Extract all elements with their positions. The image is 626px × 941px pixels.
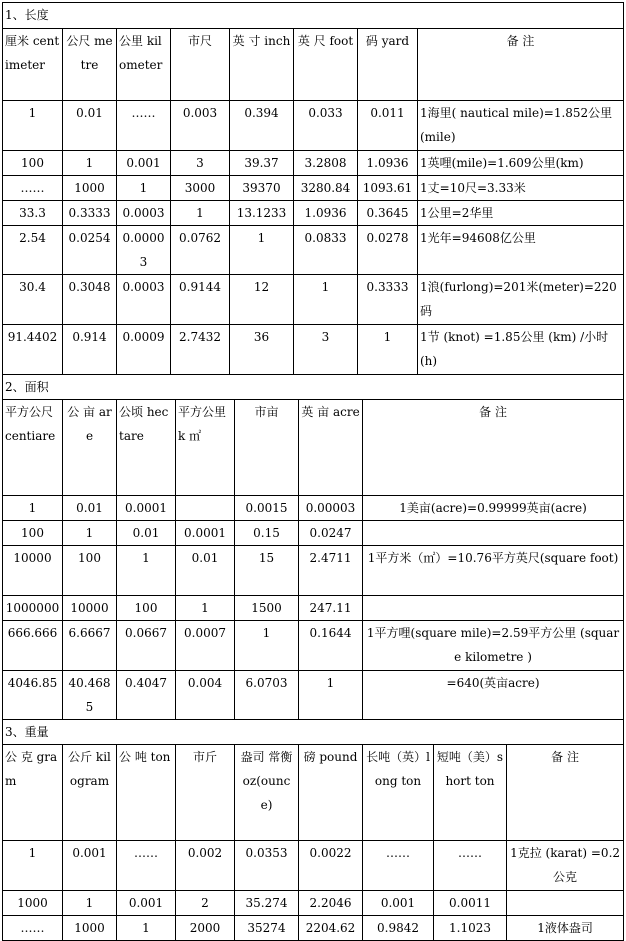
header-remarks: 备 注 <box>363 400 624 496</box>
cell: 0.002 <box>176 841 235 891</box>
remark-cell: 1英哩(mile)=1.609公里(km) <box>418 151 624 176</box>
cell: …… <box>3 916 63 941</box>
cell: 0.01 <box>63 496 117 521</box>
cell: 0.0003 <box>117 275 171 325</box>
cell: 1 <box>3 101 63 151</box>
weight-table <box>2 719 624 941</box>
header-hectare: 公顷 hectare <box>117 400 176 496</box>
cell: 15 <box>235 546 299 596</box>
table-row <box>3 841 624 891</box>
cell: 0.0009 <box>117 325 171 375</box>
cell: 0.0001 <box>117 496 176 521</box>
table-row <box>3 325 624 375</box>
cell: 0.4047 <box>117 671 176 720</box>
cell: 3.2808 <box>294 151 358 176</box>
cell: 100 <box>117 596 176 621</box>
header-long-ton: 长吨（英）long ton <box>363 745 434 841</box>
cell: 1000 <box>63 176 117 201</box>
cell: 0.15 <box>235 521 299 546</box>
cell: 0.3333 <box>63 201 117 226</box>
cell: 2.2046 <box>299 891 363 916</box>
header-foot: 英 尺 foot <box>294 29 358 101</box>
cell: …… <box>363 841 434 891</box>
cell: 13.1233 <box>230 201 294 226</box>
cell: 666.666 <box>3 621 63 671</box>
cell: 0.9842 <box>363 916 434 941</box>
header-kilometer: 公里 kilometer <box>117 29 171 101</box>
table-row <box>3 891 624 916</box>
remark-cell <box>363 521 624 546</box>
cell: 0.0001 <box>176 521 235 546</box>
cell: 0.00003 <box>299 496 363 521</box>
cell: 1.0936 <box>358 151 418 176</box>
section-title-area: 2、面积 <box>3 375 624 400</box>
cell: 1 <box>299 671 363 720</box>
remark-cell: 1丈=10尺=3.33米 <box>418 176 624 201</box>
cell: 12 <box>230 275 294 325</box>
header-shijin: 市斤 <box>176 745 235 841</box>
table-row <box>3 226 624 275</box>
cell: 35274 <box>235 916 299 941</box>
cell: 10000 <box>63 596 117 621</box>
table-row <box>3 496 624 521</box>
remark-cell: 1液体盎司 <box>507 916 624 941</box>
table-row <box>3 596 624 621</box>
conversion-document <box>2 2 623 941</box>
cell: 0.0007 <box>176 621 235 671</box>
cell: …… <box>434 841 507 891</box>
cell: 0.033 <box>294 101 358 151</box>
cell: …… <box>117 101 171 151</box>
cell: 0.1644 <box>299 621 363 671</box>
cell: 1 <box>3 841 63 891</box>
remark-cell: 1平方哩(square mile)=2.59平方公里 (square kilometre ) <box>363 621 624 671</box>
cell: 100 <box>3 521 63 546</box>
cell: 1.1023 <box>434 916 507 941</box>
cell: 1 <box>176 596 235 621</box>
remark-cell: 1平方米（㎡）=10.76平方英尺(square foot) <box>363 546 624 596</box>
cell: 91.4402 <box>3 325 63 375</box>
cell: 1 <box>117 916 176 941</box>
remark-cell <box>507 891 624 916</box>
cell: 1093.61 <box>358 176 418 201</box>
cell: 0.0022 <box>299 841 363 891</box>
cell: 40.4685 <box>63 671 117 720</box>
cell: 4046.85 <box>3 671 63 720</box>
cell: 1 <box>171 201 230 226</box>
cell: 0.9144 <box>171 275 230 325</box>
cell: 1000000 <box>3 596 63 621</box>
cell: 1 <box>63 151 117 176</box>
remark-cell: 1公里=2华里 <box>418 201 624 226</box>
cell: 0.3048 <box>63 275 117 325</box>
cell: 0.0667 <box>117 621 176 671</box>
cell: 1.0936 <box>294 201 358 226</box>
cell <box>176 496 235 521</box>
cell: 0.0015 <box>235 496 299 521</box>
cell: 2000 <box>176 916 235 941</box>
cell: 100 <box>3 151 63 176</box>
header-remarks: 备 注 <box>418 29 624 101</box>
cell: 0.01 <box>117 521 176 546</box>
cell: 1 <box>117 176 171 201</box>
header-square-km: 平方公里 k ㎡ <box>176 400 235 496</box>
cell: 0.3645 <box>358 201 418 226</box>
table-row <box>3 621 624 671</box>
remark-cell: 1浪(furlong)=201米(meter)=220码 <box>418 275 624 325</box>
cell: 2 <box>176 891 235 916</box>
cell: 1 <box>235 621 299 671</box>
cell: 1000 <box>63 916 117 941</box>
cell: 1 <box>63 521 117 546</box>
remark-cell: =640(英亩acre) <box>363 671 624 720</box>
header-remarks: 备 注 <box>507 745 624 841</box>
cell: 0.0254 <box>63 226 117 275</box>
remark-cell: 1节 (knot) =1.85公里 (km) /小时(h) <box>418 325 624 375</box>
cell: 0.01 <box>63 101 117 151</box>
cell: 33.3 <box>3 201 63 226</box>
cell: 0.0833 <box>294 226 358 275</box>
cell: 2.7432 <box>171 325 230 375</box>
cell: 6.0703 <box>235 671 299 720</box>
cell: 0.394 <box>230 101 294 151</box>
cell: 2204.62 <box>299 916 363 941</box>
cell: 1 <box>230 226 294 275</box>
cell: 247.11 <box>299 596 363 621</box>
cell: 3 <box>294 325 358 375</box>
cell: 3 <box>171 151 230 176</box>
cell: 0.0762 <box>171 226 230 275</box>
header-ton: 公 吨 ton <box>117 745 176 841</box>
cell: 3000 <box>171 176 230 201</box>
table-row <box>3 546 624 596</box>
table-row <box>3 151 624 176</box>
cell: 0.011 <box>358 101 418 151</box>
cell: 0.003 <box>171 101 230 151</box>
cell: 1 <box>63 891 117 916</box>
table-row <box>3 521 624 546</box>
table-row <box>3 101 624 151</box>
table-row <box>3 916 624 941</box>
header-gram: 公 克 gram <box>3 745 63 841</box>
header-inch: 英 寸 inch <box>230 29 294 101</box>
cell: 0.0353 <box>235 841 299 891</box>
cell: 0.001 <box>63 841 117 891</box>
cell: 1 <box>358 325 418 375</box>
cell: 0.004 <box>176 671 235 720</box>
header-square-metre: 平方公尺 centiare <box>3 400 63 496</box>
header-ounce: 盎司 常衡 oz(ounce) <box>235 745 299 841</box>
remark-cell: 1光年=94608亿公里 <box>418 226 624 275</box>
cell: 36 <box>230 325 294 375</box>
cell: 0.0003 <box>117 201 171 226</box>
cell: …… <box>3 176 63 201</box>
cell: 100 <box>63 546 117 596</box>
cell: 1 <box>294 275 358 325</box>
cell: 30.4 <box>3 275 63 325</box>
header-are: 公 亩 are <box>63 400 117 496</box>
section-title-weight: 3、重量 <box>3 720 624 745</box>
cell: 39.37 <box>230 151 294 176</box>
table-row <box>3 201 624 226</box>
remark-cell: 1美亩(acre)=0.99999英亩(acre) <box>363 496 624 521</box>
cell: 1000 <box>3 891 63 916</box>
cell: 1 <box>117 546 176 596</box>
cell: 0.00003 <box>117 226 171 275</box>
cell: 1500 <box>235 596 299 621</box>
header-yard: 码 yard <box>358 29 418 101</box>
header-kilogram: 公斤 kilogram <box>63 745 117 841</box>
cell: 0.001 <box>363 891 434 916</box>
remark-cell: 1克拉 (karat) =0.2公克 <box>507 841 624 891</box>
cell: 0.0011 <box>434 891 507 916</box>
header-shichi: 市尺 <box>171 29 230 101</box>
cell: 0.0247 <box>299 521 363 546</box>
cell: 0.0278 <box>358 226 418 275</box>
cell: 0.914 <box>63 325 117 375</box>
cell: 0.3333 <box>358 275 418 325</box>
remark-cell <box>363 596 624 621</box>
cell: 0.001 <box>117 891 176 916</box>
cell: 0.001 <box>117 151 171 176</box>
cell: 39370 <box>230 176 294 201</box>
length-table <box>2 2 624 375</box>
cell: 2.54 <box>3 226 63 275</box>
cell: 2.4711 <box>299 546 363 596</box>
table-row <box>3 671 624 720</box>
header-short-ton: 短吨（美）short ton <box>434 745 507 841</box>
header-shimu: 市亩 <box>235 400 299 496</box>
header-pound: 磅 pound <box>299 745 363 841</box>
cell: 6.6667 <box>63 621 117 671</box>
cell: 10000 <box>3 546 63 596</box>
header-acre: 英 亩 acre <box>299 400 363 496</box>
header-metre: 公尺 metre <box>63 29 117 101</box>
remark-cell: 1海里( nautical mile)=1.852公里(mile) <box>418 101 624 151</box>
cell: 3280.84 <box>294 176 358 201</box>
cell: 0.01 <box>176 546 235 596</box>
cell: 35.274 <box>235 891 299 916</box>
cell: 1 <box>3 496 63 521</box>
section-title-length: 1、长度 <box>3 3 624 29</box>
header-centimeter: 厘米 centimeter <box>3 29 63 101</box>
table-row <box>3 275 624 325</box>
cell: …… <box>117 841 176 891</box>
area-table <box>2 374 624 720</box>
table-row <box>3 176 624 201</box>
